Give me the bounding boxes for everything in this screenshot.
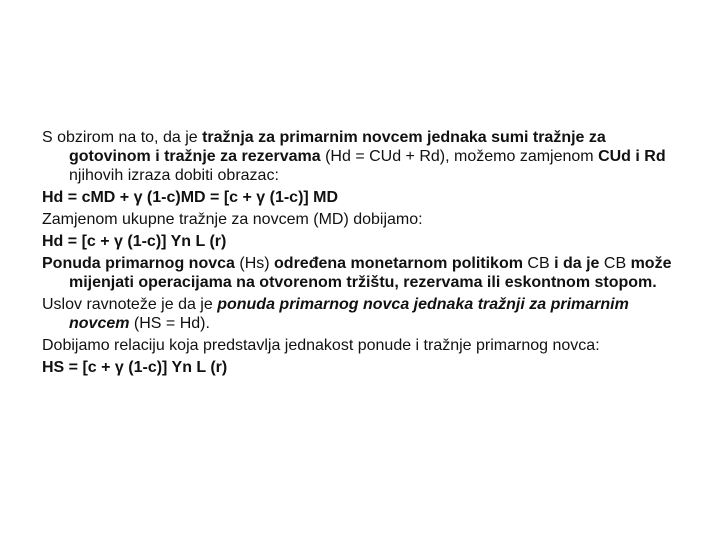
text-run-bold: Ponuda primarnog novca: [42, 255, 235, 272]
text-run-bold-italic: ponuda primarnog novca jednaka tražnji za primarnim novcem: [69, 296, 629, 332]
paragraph-substitution: [42, 210, 682, 229]
text-run: Uslov ravnoteže je da je: [42, 296, 218, 313]
formula-text: Hd = [c + γ (1-c)] Yn L (r): [42, 233, 227, 250]
text-run: CB: [599, 255, 631, 272]
formula-hd-yn: [42, 232, 682, 251]
text-run: (HS = Hd).: [129, 315, 210, 332]
text-run-bold: tražnja za primarnim novcem jednaka sumi tražnje za gotovinom i tražnje za rezervama: [69, 129, 606, 165]
text-run-bold: može mijenjati operacijama na otvorenom tržištu, rezervama ili eskontnom stopom.: [69, 255, 672, 291]
paragraph-supply: [42, 254, 682, 292]
paragraph-equilibrium: [42, 295, 682, 333]
text-run: Dobijamo relaciju koja predstavlja jednakost ponude i tražnje primarnog novca:: [42, 337, 600, 354]
text-run-bold: CUd i Rd: [598, 148, 666, 165]
text-run: (Hs): [234, 255, 275, 272]
paragraph-demand-intro: [42, 128, 682, 185]
text-run-bold: i da je: [554, 255, 600, 272]
text-run: Zamjenom ukupne tražnje za novcem (MD) dobijamo:: [42, 211, 423, 228]
formula-hd-md: [42, 188, 682, 207]
formula-text: HS = [c + γ (1-c)] Yn L (r): [42, 359, 228, 376]
formula-text: Hd = cMD + γ (1-c)MD = [c + γ (1-c)] MD: [42, 189, 339, 206]
formula-hs: [42, 358, 682, 377]
text-run: (Hd = CUd + Rd), možemo zamjenom: [320, 148, 599, 165]
text-run: CB: [522, 255, 555, 272]
text-run-bold: određena monetarnom politikom: [274, 255, 523, 272]
slide-content: [42, 128, 682, 380]
text-run: njihovih izraza dobiti obrazac:: [69, 167, 279, 184]
paragraph-relation: [42, 336, 682, 355]
text-run: S obzirom na to, da je: [42, 129, 203, 146]
